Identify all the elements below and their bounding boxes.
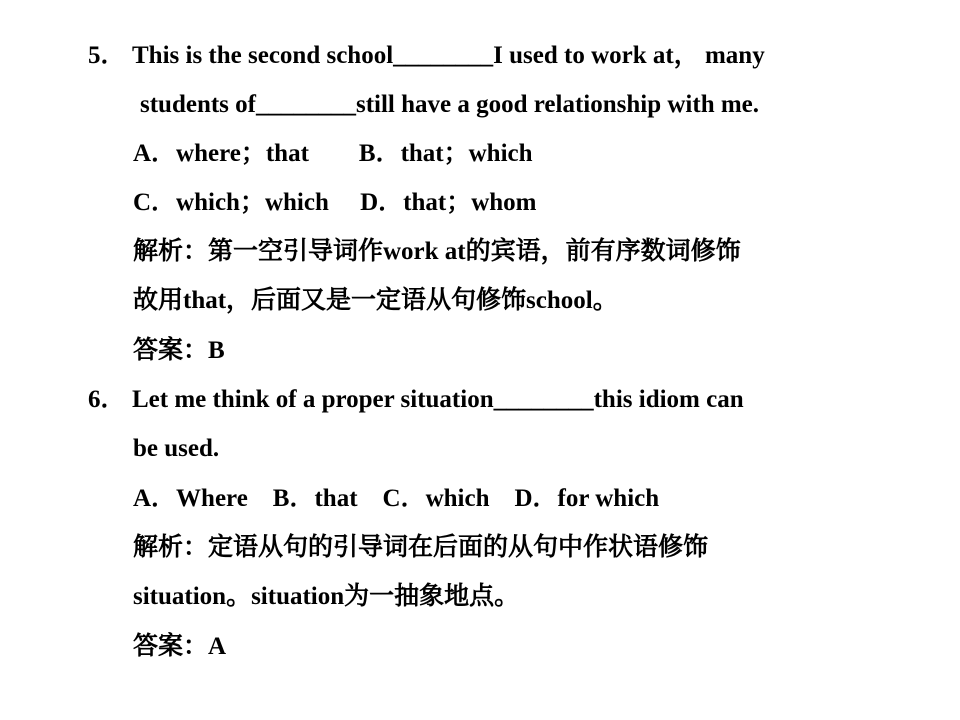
q6-answer: 答案：A	[133, 633, 227, 660]
q6-number: 6．	[88, 386, 126, 413]
q5-analysis-line2: 故用that，后面又是一定语从句修饰school。	[133, 287, 618, 314]
q5-options-line2: C．which；which D．that；whom	[133, 189, 537, 216]
q6-analysis-line1: 解析：定语从句的引导词在后面的从句中作状语修饰	[133, 534, 709, 561]
q6-stem-line2: be used.	[133, 435, 220, 462]
q5-stem-line2: students of________still have a good relationship with me.	[140, 91, 760, 118]
q6-stem-text-1: Let me think of a proper situation________this idiom can	[132, 386, 744, 413]
q5-number: 5．	[88, 42, 126, 69]
q5-stem-line1	[88, 41, 765, 71]
q6-options-line1: A．Where B．that C．which D．for which	[133, 485, 660, 512]
q5-stem-text-1: This is the second school________I used to work at， many	[132, 42, 765, 69]
q5-answer: 答案：B	[133, 337, 225, 364]
q6-analysis-line2: situation。situation为一抽象地点。	[133, 583, 520, 610]
q6-stem-line1	[88, 385, 744, 415]
q5-options-line1: A．where；that B．that；which	[133, 140, 533, 167]
q5-analysis-line1: 解析：第一空引导词作work at的宾语，前有序数词修饰	[133, 238, 741, 265]
